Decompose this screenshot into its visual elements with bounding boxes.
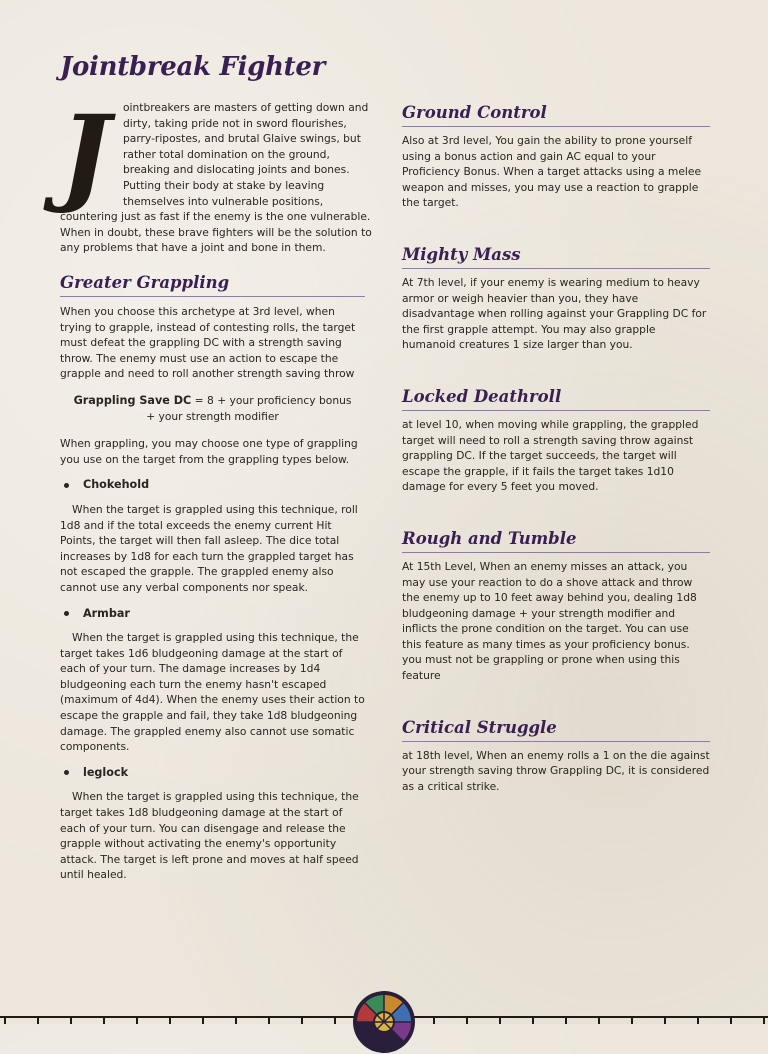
intro-line: countering just as fast if the enemy is the one vulnerable. [60,210,371,224]
section-text-ground-control: Also at 3rd level, You gain the ability to prone yourself using a bonus action and gain AC equal to your Proficiency Bonus. When a target attacks using a melee weapon and misses, you may use a reaction to grapple the target. [402,134,702,210]
section-heading-greater-grappling: Greater Grappling [60,272,365,297]
intro-paragraph [60,91,372,255]
footer-tick [4,1016,6,1024]
footer-tick [532,1016,534,1024]
section-heading-critical-struggle: Critical Struggle [402,717,710,742]
grapple-type-name: leglock [83,765,129,779]
section-heading-rough-and-tumble: Rough and Tumble [402,528,710,553]
section-heading-locked-deathroll: Locked Deathroll [402,386,710,411]
intro-line: any problems that have a joint and bone in them. [60,241,326,255]
grappling-save-dc-formula [60,393,365,424]
rose-window-icon [352,990,416,1054]
bullet-icon [64,483,69,488]
grapple-type-chokehold [60,477,365,493]
footer-tick [268,1016,270,1024]
intro-line: rather total domination on the ground, [123,147,330,161]
footer-tick [169,1016,171,1024]
page-title: Jointbreak Fighter [60,52,326,82]
bullet-icon [64,611,69,616]
intro-line: Putting their body at stake by leaving [123,178,325,192]
section-heading-mighty-mass: Mighty Mass [402,244,710,269]
footer-tick [565,1016,567,1024]
footer-tick [631,1016,633,1024]
footer-tick [466,1016,468,1024]
footer-tick [598,1016,600,1024]
grapple-type-description: When the target is grappled using this technique, the target takes 1d8 bludgeoning damage at the start of each of your turn. You can disengage and release the grapple without activating the enemy's opportunity attack. The target is left prone and moves at half speed until healed. [60,790,359,882]
grappling-types-intro: When grappling, you may choose one type of grappling you use on the target from the grappling types below. [60,437,358,466]
footer-tick [499,1016,501,1024]
footer-tick [763,1016,765,1024]
footer-tick [730,1016,732,1024]
footer-tick [37,1016,39,1024]
grapple-type-description: When the target is grappled using this technique, the target takes 1d6 bludgeoning damage at the start of each of your turn. The damage increases by 1d4 bludgeoning each turn the enemy hasn't escaped (maximum of 4d4). When the enemy uses their action to escape the grapple and fail, they take 1d8 bludgeoning damage. The grappled enemy also cannot use somatic components. [60,631,365,754]
intro-line: parry-ripostes, and brutal Glaive swings, but [123,132,361,146]
intro-line: themselves into vulnerable positions, [123,194,324,208]
bullet-icon [64,770,69,775]
intro-line: ointbreakers are masters of getting down and [123,101,369,114]
intro-line: When in doubt, these brave fighters will be the solution to [60,225,372,239]
right-column [402,102,710,794]
footer-tick [70,1016,72,1024]
footer-tick [697,1016,699,1024]
formula-text: = 8 + your proficiency bonus + your strength modifier [146,393,352,423]
grapple-type-leglock [60,765,365,781]
section-heading-ground-control: Ground Control [402,102,710,127]
footer-tick [136,1016,138,1024]
section-text-mighty-mass: At 7th level, if your enemy is wearing medium to heavy armor or weigh heavier than you, they have disadvantage when rolling against your Grappling DC for the first grapple attempt. You may also grapple humanoid creatures 1 size larger than you. [402,275,707,352]
footer-tick [664,1016,666,1024]
footer-tick [301,1016,303,1024]
section-text-greater-grappling: When you choose this archetype at 3rd level, when trying to grapple, instead of contesting rolls, the target must defeat the grappling DC with a strength saving throw. The enemy must use an action to escape the grapple and need to roll another strength saving throw [60,305,356,381]
section-text-critical-struggle: at 18th level, When an enemy rolls a 1 on the die against your strength saving throw Grappling DC, it is considered as a critical strike. [402,748,710,793]
left-column [60,91,372,883]
drop-cap: J [60,91,111,216]
grapple-type-armbar [60,606,365,622]
footer-tick [202,1016,204,1024]
footer-tick [334,1016,336,1024]
grapple-type-description: When the target is grappled using this technique, roll 1d8 and if the total exceeds the enemy current Hit Points, the target will then fall asleep. The dice total increases by 1d8 for each turn the grappled target has not escaped the grapple. The grappled enemy also cannot use any verbal components nor speak. [60,502,358,594]
intro-line: dirty, taking pride not in sword flourishes, [123,116,347,130]
footer-tick [235,1016,237,1024]
formula-label: Grappling Save DC [73,393,192,407]
grapple-type-name: Chokehold [83,478,150,492]
section-text-rough-and-tumble: At 15th Level, When an enemy misses an attack, you may use your reaction to do a shove attack and throw the enemy up to 10 feet away behind you, dealing 1d8 bludgeoning damage + your strength modifier and inflicts the prone condition on the target. You can use this feature as many times as your proficiency bonus. you must not be grappling or prone when using this feature [402,559,697,683]
section-text-locked-deathroll: at level 10, when moving while grappling, the grappled target will need to roll a strength saving throw against grappling DC. If the target succeeds, the target will escape the grapple, if it fails the target takes 1d10 damage for every 5 feet you moved. [402,417,699,494]
grapple-type-name: Armbar [83,606,130,620]
intro-line: breaking and dislocating joints and bones. [123,163,350,177]
footer-tick [433,1016,435,1024]
footer-tick [103,1016,105,1024]
